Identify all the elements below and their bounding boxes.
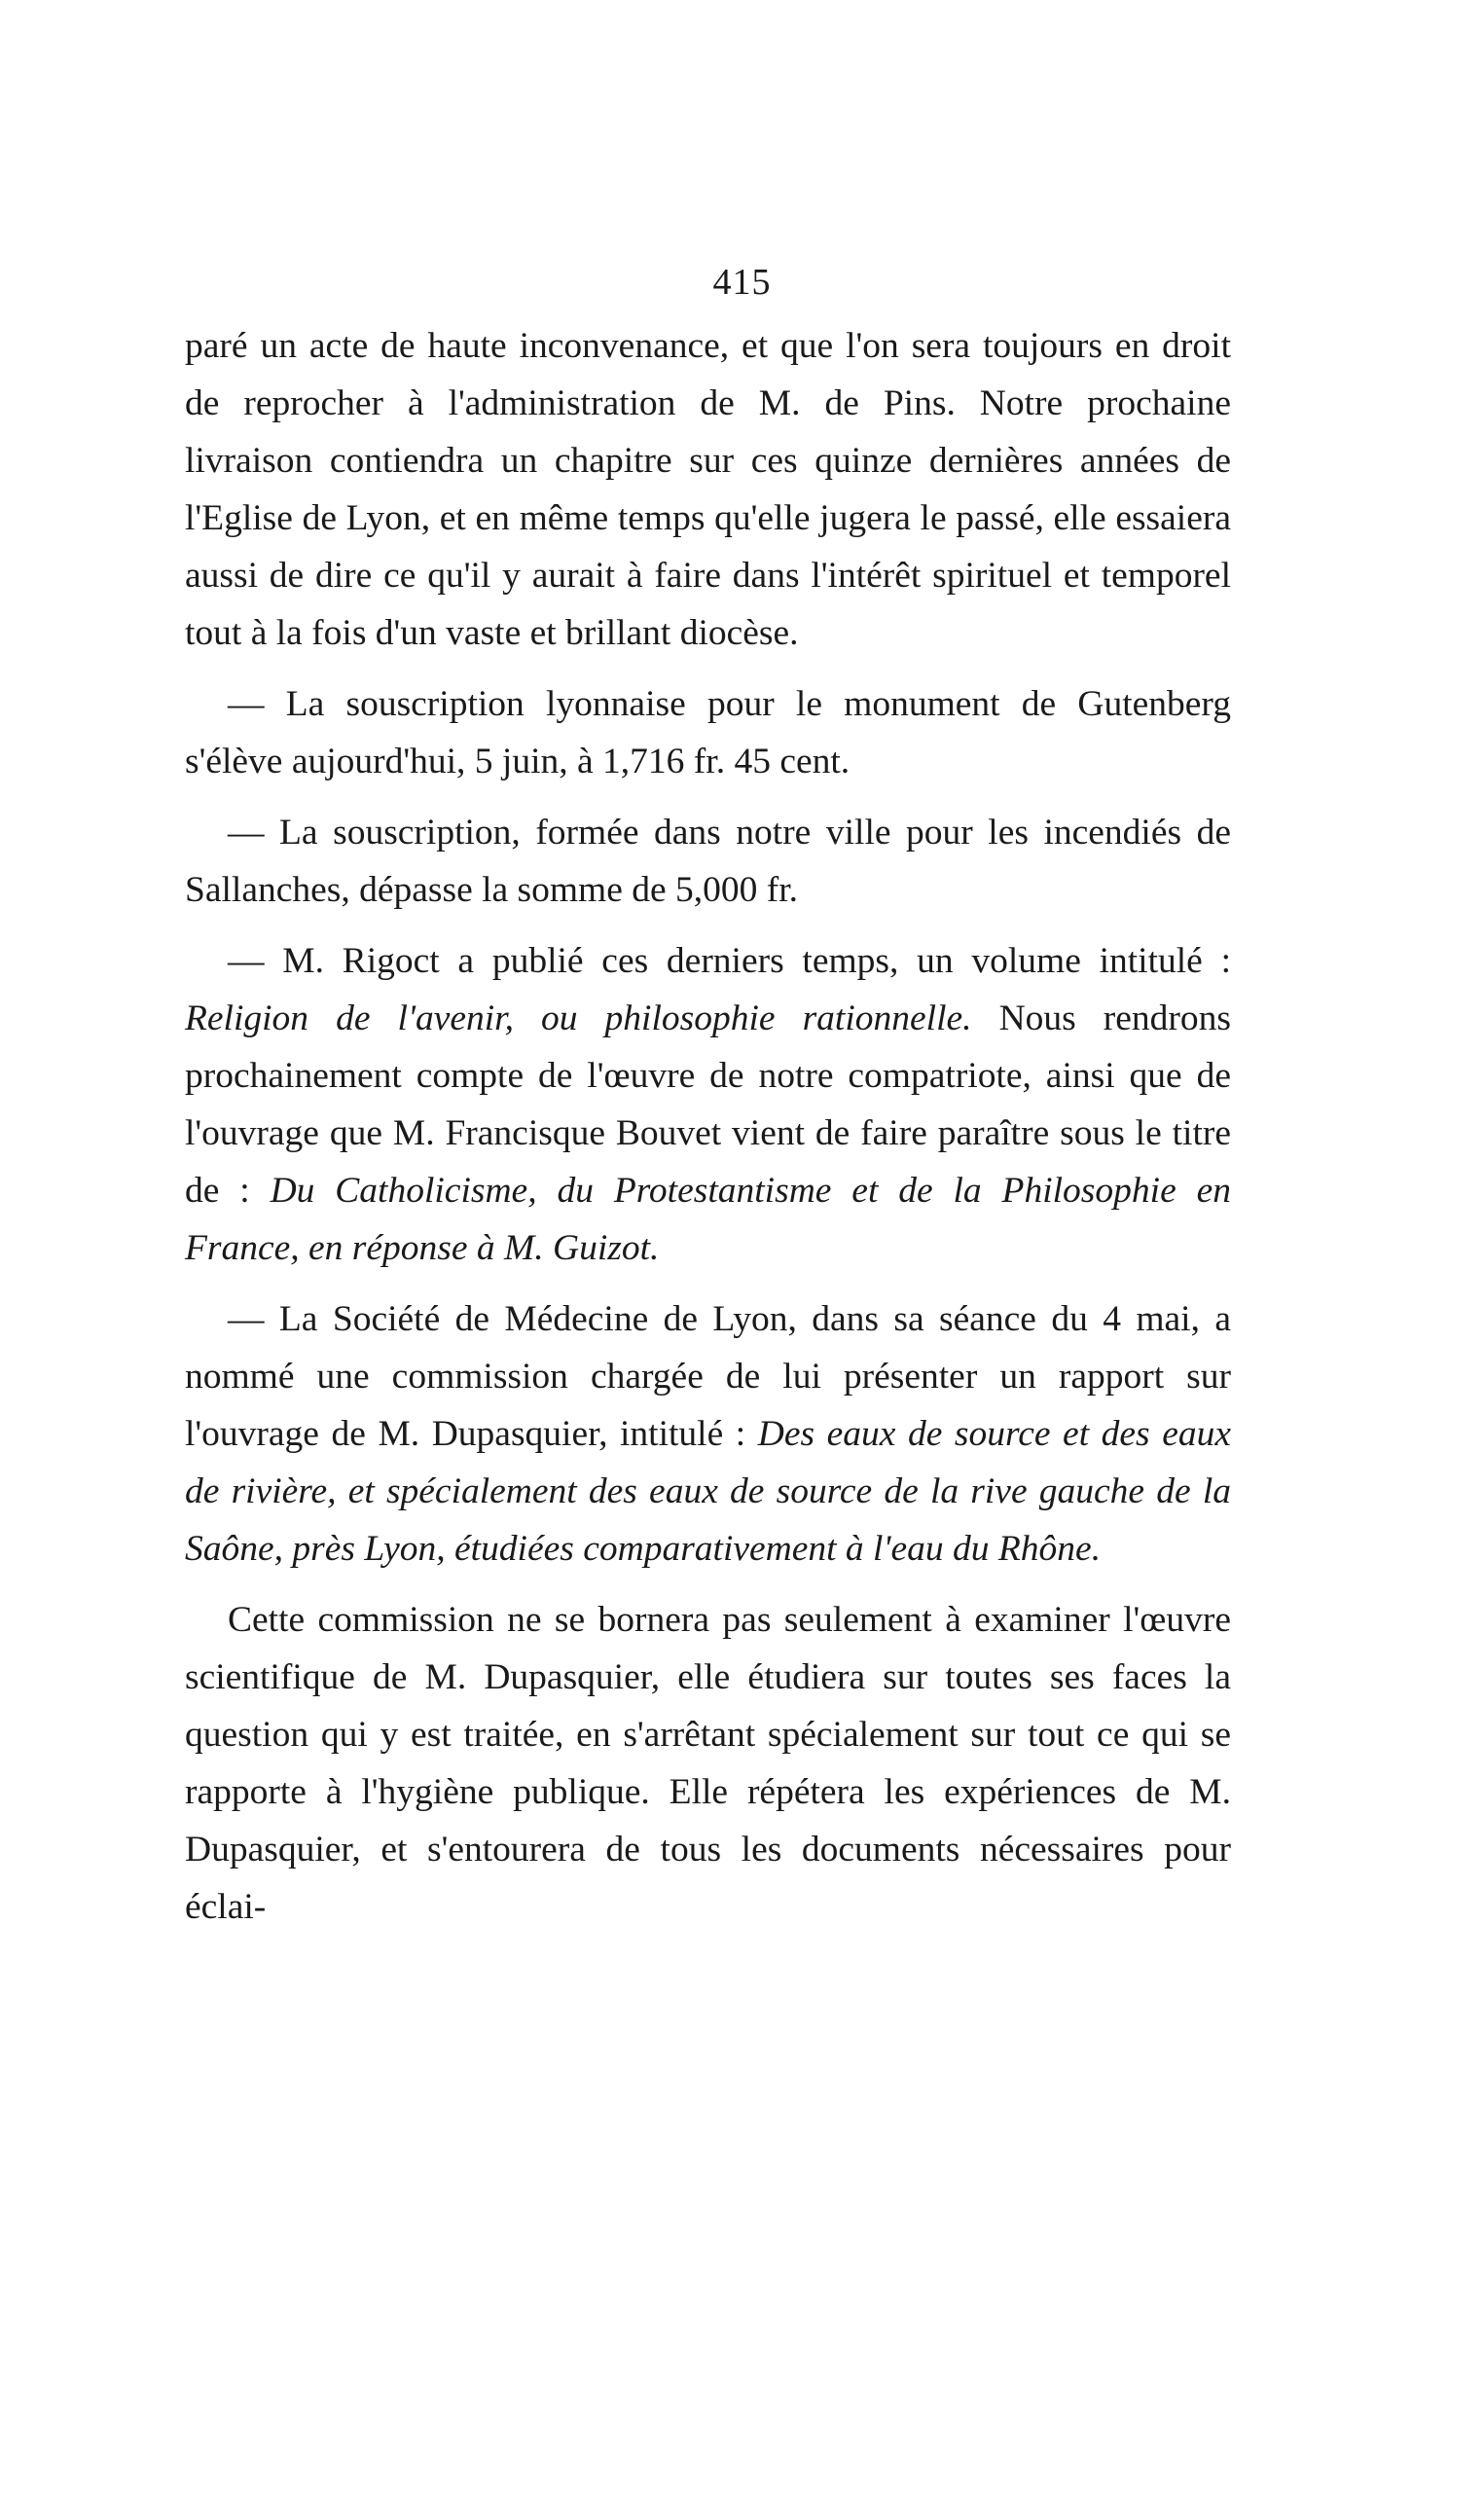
text-run: Cette commission ne se bornera pas seulement à examiner l'œuvre scientifique de M. Dupasquier, elle étudiera sur toutes ses faces la question qui y est traitée, en s'arrêtant spécialement sur tout ce qui se rapporte à l'hygiène publique. Elle répétera les expériences de M. Dupasquier, et s'entourera de tous les documents nécessaires pour éclai- bbox=[185, 1600, 1231, 1927]
text-run: — La souscription, formée dans notre ville pour les incendiés de Sallanches, dépasse la somme de 5,000 fr. bbox=[185, 813, 1231, 910]
text-run: paré un acte de haute inconvenance, et que l'on sera toujours en droit de reprocher à l'administration de M. de Pins. Notre prochaine livraison contiendra un chapitre sur ces quinze dernières années de l'Eglise de Lyon, et en même temps qu'elle jugera le passé, elle essaiera aussi de dire ce qu'il y aurait à faire dans l'intérêt spirituel et temporel tout à la fois d'un vaste et brillant diocèse. bbox=[185, 326, 1231, 653]
italic-title: Des eaux de source et des eaux de rivière, et spécialement des eaux de source de la rive gauche de la Saône, près Lyon, étudiées comparativement à l'eau du Rhône. bbox=[185, 1414, 1231, 1569]
body-text bbox=[185, 317, 1231, 1936]
paragraph bbox=[185, 317, 1231, 662]
text-run: — La Société de Médecine de Lyon, dans sa séance du 4 mai, a nommé une commission chargée de lui présenter un rapport sur l'ouvrage de M. Dupasquier, intitulé : bbox=[185, 1299, 1231, 1454]
paragraph bbox=[185, 1591, 1231, 1936]
paragraph bbox=[185, 1290, 1231, 1578]
italic-title: Du Catholicisme, du Protestantisme et de la Philosophie en France, en réponse à M. Guizot. bbox=[185, 1171, 1231, 1268]
text-run: — La souscription lyonnaise pour le monument de Gutenberg s'élève aujourd'hui, 5 juin, à 1,716 fr. 45 cent. bbox=[185, 684, 1231, 781]
text-run: — M. Rigoct a publié ces derniers temps, un volume intitulé : bbox=[228, 941, 1231, 981]
text-run: Nous rendrons prochainement compte de l'œuvre de notre compatriote, ainsi que de l'ouvrage que M. Francisque Bouvet vient de faire paraître sous le titre de : bbox=[185, 998, 1231, 1211]
paragraph bbox=[185, 932, 1231, 1277]
page-number: 415 bbox=[712, 262, 772, 303]
italic-title: Religion de l'avenir, ou philosophie rationnelle. bbox=[185, 998, 972, 1038]
paragraph bbox=[185, 804, 1231, 919]
paragraph bbox=[185, 675, 1231, 790]
